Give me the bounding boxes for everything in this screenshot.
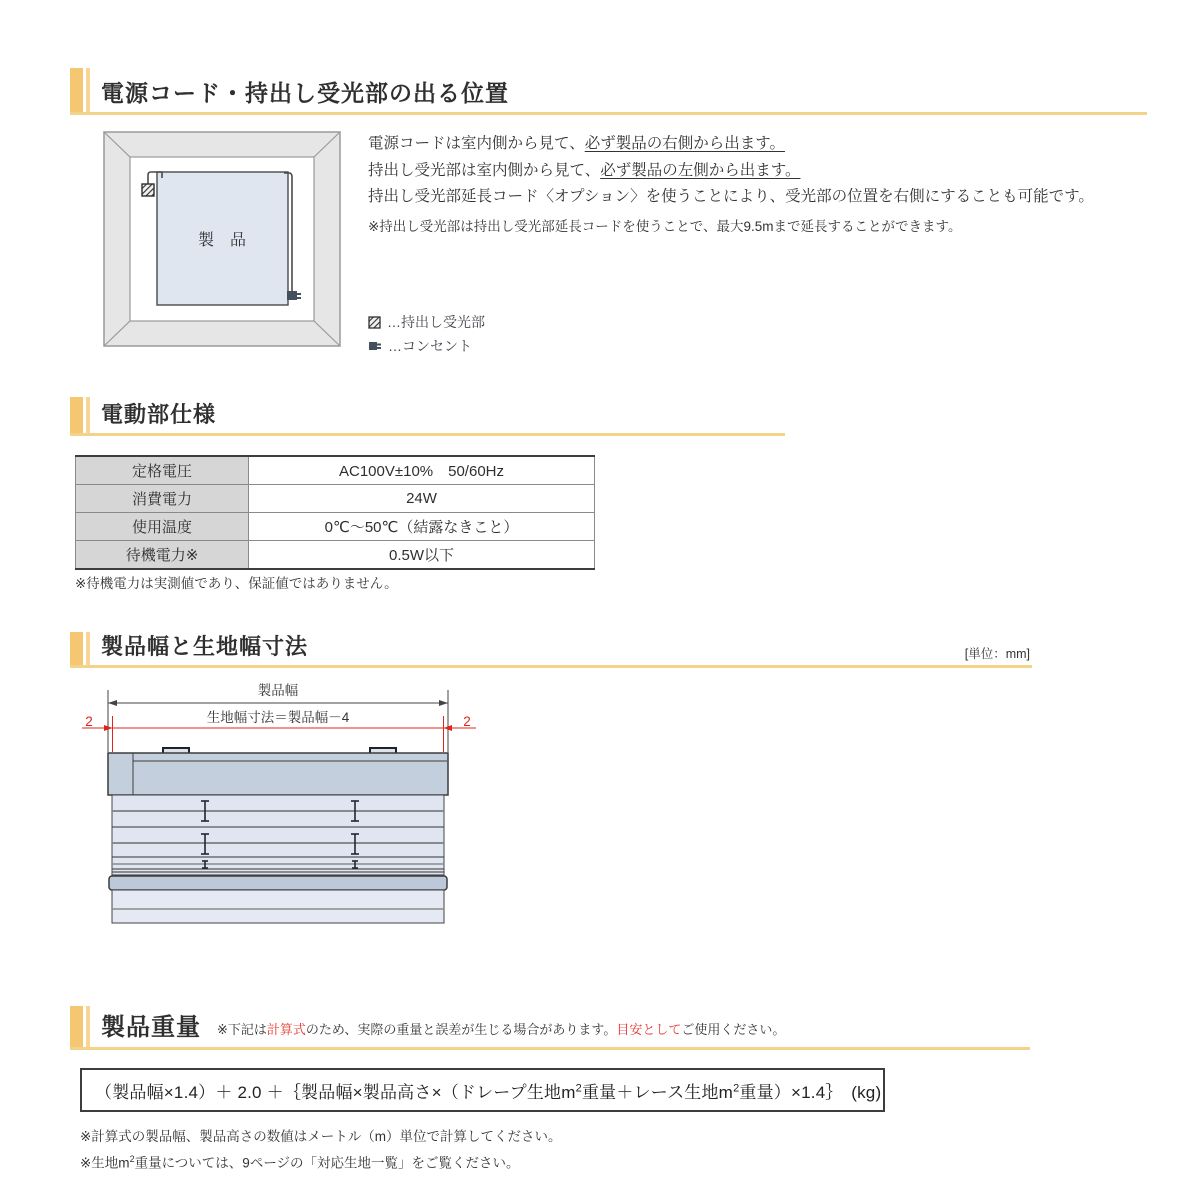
- section1-legend: [368, 310, 485, 358]
- formula-part: 重量＋レース生地m: [581, 1082, 734, 1102]
- section3-title: 製品幅と生地幅寸法: [101, 633, 309, 659]
- footnote-part: ※生地m: [80, 1155, 130, 1171]
- spec-label: 待機電力※: [76, 541, 249, 570]
- legend-outlet-row: [368, 334, 485, 358]
- note-red-keisanshiki: 計算式: [266, 1022, 306, 1037]
- table-row: [76, 485, 595, 513]
- line2-underlined: 必ず製品の左側から出ます。: [600, 161, 801, 179]
- spec-label: 定格電圧: [76, 456, 249, 485]
- section4-footnotes: [80, 1126, 562, 1175]
- section1-title-text: 電源コード・持出し受光部の出る位置: [101, 79, 509, 106]
- lower-fabric: [112, 890, 444, 923]
- body-line-3: 持出し受光部延長コード〈オプション〉を使うことにより、受光部の位置を右側にすることも可能です。: [368, 188, 1094, 205]
- section4-note: [217, 1019, 785, 1047]
- receiver-icon: [142, 184, 154, 196]
- upper-fabric: [112, 795, 444, 875]
- legend-receiver-label: …持出し受光部: [387, 314, 485, 330]
- product-label: 製 品: [197, 232, 247, 249]
- section-accent-bar: [70, 1006, 90, 1047]
- section4-header: [70, 1006, 1030, 1050]
- section1-header: [70, 68, 1147, 115]
- section-accent-bar: [70, 632, 90, 665]
- spec-label: 使用温度: [76, 513, 249, 541]
- spec-value: 0℃～50℃（結露なきこと）: [249, 513, 595, 541]
- line1-underlined: 必ず製品の右側から出ます。: [584, 135, 785, 152]
- footnote-line-1: ※計算式の製品幅、製品高さの数値はメートル（m）単位で計算してください。: [80, 1129, 562, 1144]
- legend-outlet-label: …コンセント: [388, 338, 472, 354]
- table-row: [76, 541, 595, 570]
- line2-plain: 持出し受光部は室内側から見て、: [368, 161, 601, 179]
- formula-part: （製品幅×1.4）＋ 2.0 ＋｛製品幅×製品高さ×（ドレープ生地m: [95, 1082, 576, 1102]
- section2-header: [70, 397, 785, 436]
- spec-label: 消費電力: [76, 485, 249, 513]
- weight-formula-box: [80, 1068, 885, 1112]
- line1-plain: 電源コードは室内側から見て、: [368, 135, 585, 152]
- dim-offset-right: 2: [463, 714, 471, 729]
- legend-receiver-row: [368, 310, 485, 334]
- section4-title: 製品重量: [101, 1013, 201, 1041]
- table-row: [76, 456, 595, 485]
- formula-text: [95, 1078, 881, 1103]
- section1-body: [368, 131, 1168, 211]
- section2-title: 電動部仕様: [101, 401, 217, 427]
- table-row: [76, 513, 595, 541]
- section1-footnote: ※持出し受光部は持出し受光部延長コードを使うことで、最大9.5mまで延長することができます。: [368, 219, 962, 234]
- middle-rail: [109, 876, 447, 890]
- section-accent-bar: [70, 397, 90, 433]
- spec-value: 0.5W以下: [249, 541, 595, 570]
- headrail: [108, 753, 448, 795]
- formula-part: 重量）×1.4｝ (kg): [739, 1082, 882, 1102]
- dim-product-width-label: 製品幅: [257, 683, 299, 698]
- section1-title: [101, 81, 509, 112]
- dim-fabric-width-label: 生地幅寸法＝製品幅－4: [206, 710, 350, 725]
- section2-footnote: ※待機電力は実測値であり、保証値ではありません。: [75, 576, 398, 591]
- unit-label: [単位：mm]: [964, 647, 1030, 661]
- footnote-part: 重量については、9ページの「対応生地一覧」をご覧ください。: [134, 1155, 520, 1171]
- spec-value: 24W: [249, 485, 595, 513]
- footnote-superscript: 2: [129, 1154, 135, 1164]
- footnote-line-2: [80, 1148, 562, 1175]
- window-position-diagram: [100, 128, 345, 350]
- spec-value: AC100V±10% 50/60Hz: [249, 456, 595, 485]
- note-plain: ご使用ください。: [681, 1022, 786, 1037]
- formula-superscript: 2: [575, 1081, 582, 1094]
- width-dimension-diagram: [78, 678, 480, 930]
- note-red-meyasu: 目安として: [616, 1022, 682, 1037]
- section-accent-bar: [70, 68, 90, 112]
- body-line-1: [368, 131, 1168, 158]
- motor-spec-table: [75, 455, 595, 570]
- dim-offset-left: 2: [85, 714, 93, 729]
- formula-superscript: 2: [733, 1081, 740, 1094]
- body-line-2: [368, 158, 1168, 185]
- outlet-legend-icon: [368, 341, 382, 352]
- receiver-legend-icon: [368, 316, 381, 329]
- note-plain: のため、実際の重量と誤差が生じる場合があります。: [305, 1022, 617, 1037]
- section3-header: [70, 632, 1032, 668]
- note-plain: ※下記は: [217, 1022, 267, 1037]
